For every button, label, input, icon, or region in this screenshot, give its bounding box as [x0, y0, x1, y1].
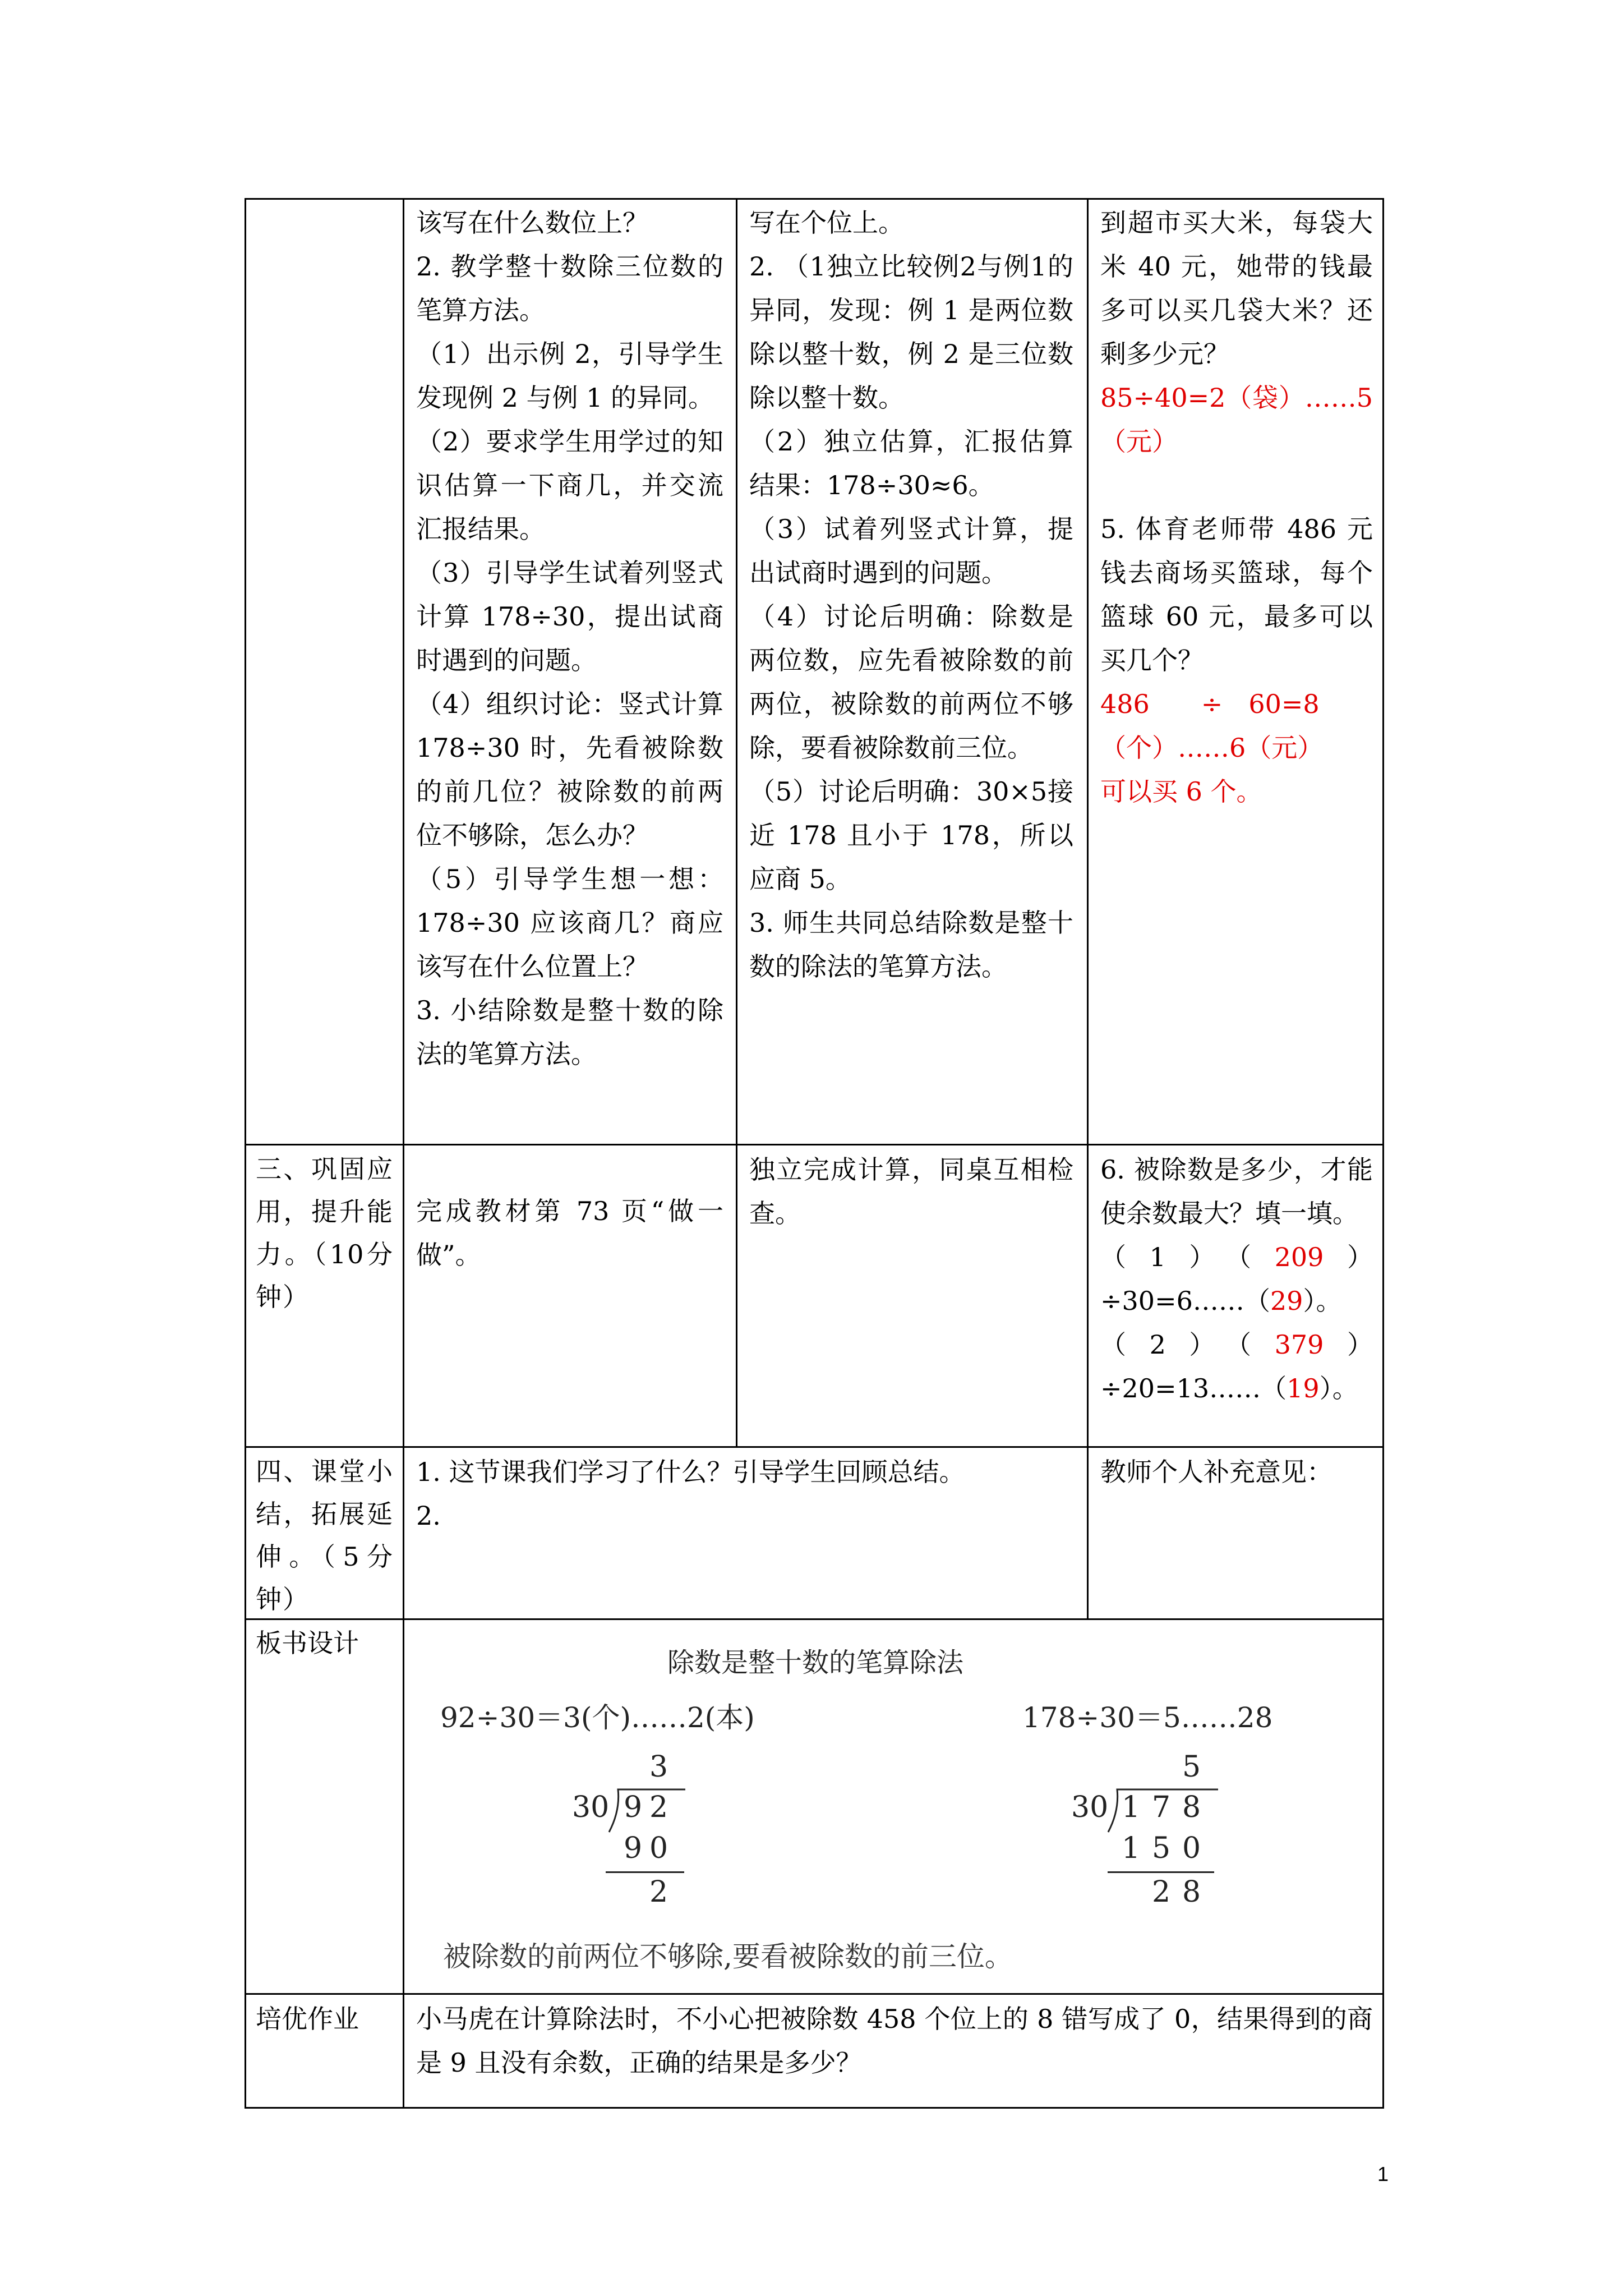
dividend-digit: 7: [1152, 1791, 1171, 1824]
fill-blank-1: （1）（209）÷30=6……（29）。: [1100, 1242, 1373, 1316]
product-digit: 1: [1122, 1832, 1141, 1865]
col-divider: [736, 198, 737, 1448]
remainder-digit: 8: [1182, 1875, 1201, 1909]
product-digit: 5: [1152, 1832, 1171, 1865]
equation-1: 92÷30＝3(个)……2(本): [440, 1701, 755, 1734]
exercise-cell: [1100, 201, 1373, 813]
text-line: 3. 小结除数是整十数的除法的笔算方法。: [416, 995, 723, 1069]
quotient-digit: 3: [649, 1750, 668, 1784]
text-line: 3. 师生共同总结除数是整十数的除法的笔算方法。: [749, 908, 1073, 982]
subtraction-line: [606, 1871, 684, 1873]
divisor: 30: [1071, 1791, 1109, 1824]
row-divider: [245, 1446, 1384, 1448]
table-border-left: [245, 198, 246, 2109]
dividend-digit: 1: [1122, 1791, 1141, 1824]
text-line: 1. 这节课我们学习了什么？引导学生回顾总结。: [416, 1457, 965, 1487]
text-line: （3）试着列竖式计算，提出试商时遇到的问题。: [749, 514, 1073, 588]
remainder-digit: 2: [649, 1875, 668, 1909]
divisor: 30: [572, 1791, 610, 1824]
stage-label: 四、课堂小结，拓展延伸。（5分钟）: [256, 1456, 394, 1614]
text-line: （3）引导学生试着列竖式计算 178÷30，提出试商时遇到的问题。: [416, 558, 723, 675]
page-number: 1: [1377, 2162, 1389, 2185]
stage-label: 三、巩固应用，提升能力。（10分钟）: [256, 1154, 394, 1312]
text-line: 写在个位上。: [749, 208, 904, 238]
homework-text: 小马虎在计算除法时，不小心把被除数 458 个位上的 8 错写成了 0，结果得到的商是 9 且没有余数，正确的结果是多少？: [416, 2004, 1373, 2078]
text-line: （2）要求学生用学过的知识估算一下商几，并交流汇报结果。: [416, 426, 723, 544]
question-text: 5. 体育老师带 486 元钱去商场买篮球，每个篮球 60 元，最多可以买几个？: [1100, 514, 1373, 675]
division-bracket: [608, 1788, 686, 1833]
teacher-note-cell: 教师个人补充意见：: [1100, 1457, 1332, 1487]
product-digit: 0: [649, 1832, 668, 1865]
product-digit: 9: [624, 1832, 643, 1865]
row-divider: [245, 1144, 1384, 1145]
table-border-right: [1382, 198, 1384, 2109]
text-line: （4）讨论后明确：除数是两位数，应先看被除数的前两位，被除数的前两位不够除，要看被除数前三位。: [749, 601, 1073, 763]
homework-label: 培优作业: [256, 2004, 359, 2034]
dividend-digit: 9: [624, 1791, 643, 1824]
row-divider: [245, 1993, 1384, 1995]
answer-text: （个）……6（元）: [1100, 733, 1324, 763]
text-line: （4）组织讨论：竖式计算 178÷30 时，先看被除数的前几位？被除数的前两位不够除，怎么办？: [416, 689, 723, 850]
teacher-activity-cell: [416, 201, 723, 1076]
answer-text: 可以买 6 个。: [1100, 776, 1262, 807]
table-border-bottom: [245, 2107, 1384, 2109]
remainder-digit: 2: [1152, 1875, 1171, 1909]
text-line: 2. （1独立比较例2与例1的异同，发现：例 1 是两位数除以整十数，例 2 是三位数除以整十数。: [749, 251, 1073, 413]
student-activity-cell: 独立完成计算，同桌互相检查。: [749, 1154, 1073, 1228]
dividend-digit: 2: [649, 1791, 668, 1824]
col-divider: [403, 198, 404, 2109]
col-divider: [1087, 198, 1089, 1620]
table-border-top: [245, 198, 1384, 200]
text-line: （1）出示例 2，引导学生发现例 2 与例 1 的异同。: [416, 339, 723, 413]
fill-blank-2: （2）（379）÷20=13……（19）。: [1100, 1329, 1373, 1404]
question-text: 6. 被除数是多少，才能使余数最大？填一填。: [1100, 1154, 1373, 1228]
text-line: （5）引导学生想一想：178÷30 应该商几？商应该写在什么位置上？: [416, 864, 723, 982]
text-line: 2.: [416, 1501, 441, 1531]
board-note: 被除数的前两位不够除,要看被除数的前三位。: [443, 1940, 1013, 1973]
answer-text: 85÷40=2（袋）……5（元）: [1100, 383, 1373, 457]
student-activity-cell: [749, 201, 1073, 988]
dividend-digit: 8: [1182, 1791, 1201, 1824]
subtraction-line: [1108, 1871, 1214, 1873]
summary-cell: [416, 1450, 1078, 1538]
teacher-activity-cell: 完成教材第 73 页“做一做”。: [416, 1196, 723, 1270]
text-line: （5）讨论后明确：30×5接近 178 且小于 178，所以应商 5。: [749, 776, 1073, 894]
product-digit: 0: [1182, 1832, 1201, 1865]
quotient-digit: 5: [1182, 1750, 1201, 1784]
board-title: 除数是整十数的笔算除法: [667, 1647, 964, 1678]
equation-2: 178÷30＝5……28: [1022, 1701, 1273, 1734]
answer-text: 486 ÷ 60=8: [1100, 689, 1320, 719]
text-line: 该写在什么数位上？: [416, 208, 648, 238]
text-line: 2. 教学整十数除三位数的笔算方法。: [416, 251, 723, 325]
text-line: （2）独立估算，汇报估算结果：178÷30≈6。: [749, 426, 1073, 500]
row-divider: [245, 1618, 1384, 1620]
board-design-label: 板书设计: [256, 1628, 359, 1658]
question-text: 到超市买大米，每袋大米 40 元，她带的钱最多可以买几袋大米？还剩多少元？: [1100, 208, 1373, 369]
exercise-cell: [1100, 1148, 1373, 1410]
